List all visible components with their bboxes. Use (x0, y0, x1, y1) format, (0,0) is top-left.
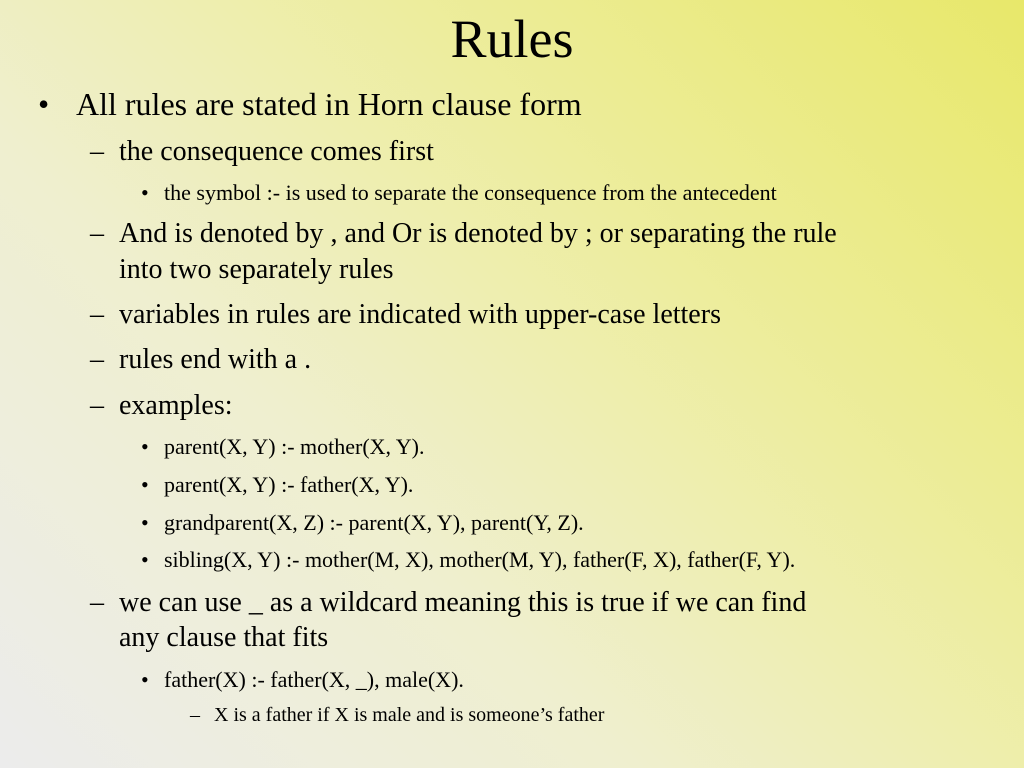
example-text: parent(X, Y) :- mother(X, Y). (164, 434, 425, 459)
sub-bullet-text: the consequence comes first (119, 136, 434, 167)
dash-marker: – (90, 390, 104, 421)
sub-bullet-text: rules end with a . (119, 344, 312, 375)
sub-bullet-text-continuation: into two separately rules (119, 254, 394, 285)
bullet-marker: • (141, 434, 149, 459)
example-text: sibling(X, Y) :- mother(M, X), mother(M, Y), father(F, X), father(F, Y). (164, 547, 796, 572)
sub-sub-bullet-text: the symbol :- is used to separate the consequence from the antecedent (164, 180, 777, 205)
dash-marker: – (90, 587, 104, 618)
bullet-marker: • (141, 472, 149, 497)
bullet-marker: • (38, 86, 50, 122)
slide-title: Rules (450, 9, 574, 69)
example-text: father(X) :- father(X, _), male(X). (164, 667, 464, 692)
sub-bullet-text-continuation: any clause that fits (119, 622, 329, 653)
example-text: grandparent(X, Z) :- parent(X, Y), parent(Y, Z). (164, 510, 584, 535)
dash-marker: – (90, 218, 104, 249)
bullet-marker: • (141, 547, 149, 572)
sub-bullet-text: And is denoted by , and Or is denoted by ; or separating the rule (119, 218, 837, 249)
example-text: parent(X, Y) :- father(X, Y). (164, 472, 414, 497)
dash-marker: – (190, 704, 200, 726)
sub-sub-sub-bullet-text: X is a father if X is male and is someone’s father (214, 704, 605, 726)
sub-bullet-text: we can use _ as a wildcard meaning this is true if we can find (119, 587, 807, 618)
bullet-marker: • (141, 667, 149, 692)
dash-marker: – (90, 136, 104, 167)
bullet-marker: • (141, 510, 149, 535)
bullet-text: All rules are stated in Horn clause form (76, 86, 582, 122)
dash-marker: – (90, 344, 104, 375)
sub-bullet-text: variables in rules are indicated with upper-case letters (119, 299, 721, 330)
dash-marker: – (90, 299, 104, 330)
sub-bullet-text: examples: (119, 390, 233, 421)
bullet-marker: • (141, 180, 149, 205)
